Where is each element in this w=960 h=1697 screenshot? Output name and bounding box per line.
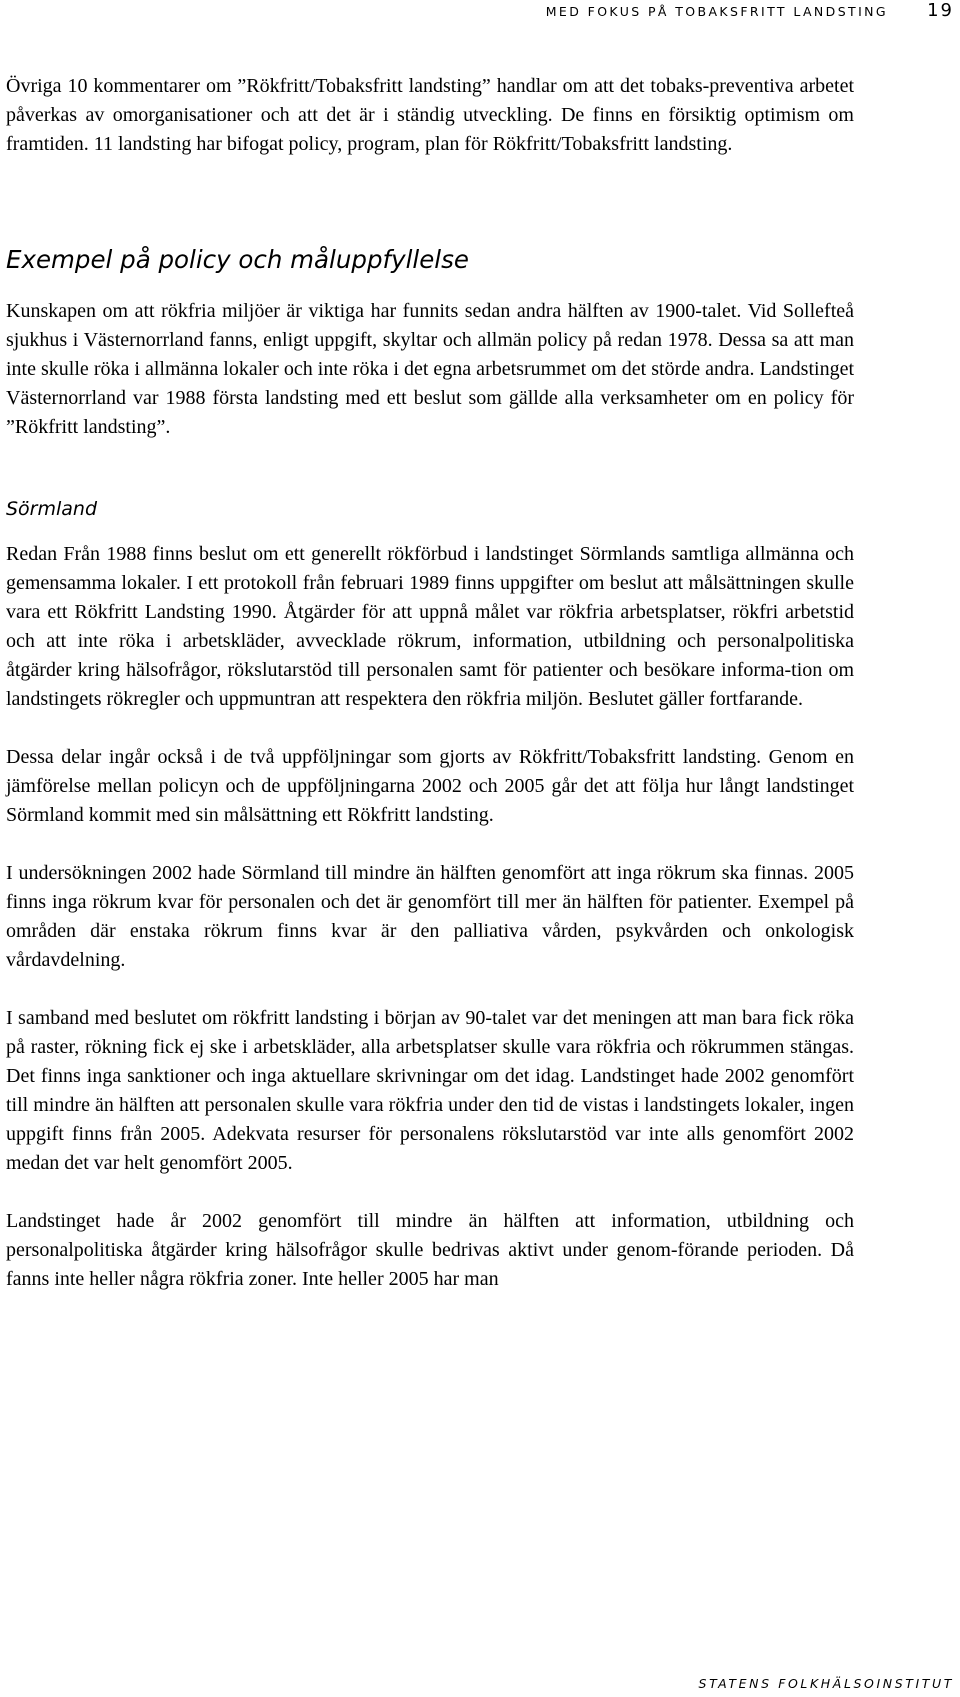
running-header-title: MED FOKUS PÅ TOBAKSFRITT LANDSTING [545,4,888,19]
body-paragraph: I samband med beslutet om rökfritt landsting i början av 90-talet var det meningen att man bara fick röka på raster, rökning fick ej ske i arbetskläder, alla arbetsplatser skulle vara rökfria och rökrummen stängas. Det finns inga sanktioner och inga aktuellare skrivningar om det idag. Landstinget hade 2002 genomfört till mindre än hälften att personalen skulle vara rökfria under den tid de vistas i landstingets lokaler, ingen uppgift finns från 2005. Adekvata resurser för personalens rökslutarstöd var inte alls genomfört 2002 medan det var helt genomfört 2005. [6,1007,854,1174]
section-paragraph: Kunskapen om att rökfria miljöer är viktiga har funnits sedan andra hälften av 1900-talet. Vid Sollefteå sjukhus i Västernorrland fanns, enligt uppgift, skyltar och allmän policy på redan 1978. Dessa sa att man inte skulle röka i allmänna lokaler och inte röka i det egna arbetsrummet om det störde andra. Landstinget Västernorrland var 1988 första landsting med ett beslut som gällde alla verksamheter om en policy för ”Rökfritt landsting”. [6,300,854,438]
running-header [0,0,960,30]
page-number: 19 [927,0,954,21]
body-paragraph: Dessa delar ingår också i de två uppföljningar som gjorts av Rökfritt/Tobaksfritt landsting. Genom en jämförelse mellan policyn och de uppföljningarna 2002 och 2005 går det att följa hur långt landstinget Sörmland kommit med sin målsättning ett Rökfritt landsting. [6,746,854,826]
running-footer: STATENS FOLKHÄLSOINSTITUT [698,1676,954,1691]
subsection-heading: Sörmland [6,498,98,520]
section-heading: Exempel på policy och måluppfyllelse [6,245,469,274]
body-paragraph: I undersökningen 2002 hade Sörmland till mindre än hälften genomfört att inga rökrum ska finnas. 2005 finns inga rökrum kvar för personalen och det är genomfört till mer än hälften för patienter. Exempel på områden där enstaka rökrum finns kvar är den palliativa vården, psykvården och onkologisk vårdavdelning. [6,862,854,971]
page-body [6,72,854,1294]
intro-paragraph: Övriga 10 kommentarer om ”Rökfritt/Tobaksfritt landsting” handlar om att det tobaks-preventiva arbetet påverkas av omorganisationer och att det är i ständig utveckling. De finns en försiktig optimism om framtiden. 11 landsting har bifogat policy, program, plan för Rökfritt/Tobaksfritt landsting. [6,75,854,155]
body-paragraph: Redan Från 1988 finns beslut om ett generellt rökförbud i landstinget Sörmlands samtliga allmänna och gemensamma lokaler. I ett protokoll från februari 1989 finns uppgifter om beslut att målsättningen skulle vara ett Rökfritt Landsting 1990. Åtgärder för att uppnå målet var rökfria arbetsplatser, rökfri arbetstid och att inte röka i arbetskläder, avvecklade rökrum, information, utbildning och personalpolitiska åtgärder kring hälsofrågor, rökslutarstöd till personalen samt för patienter och besökare informa-tion om landstingets rökregler och uppmuntran att respektera den rökfria miljön. Beslutet gäller fortfarande. [6,543,854,710]
body-paragraph: Landstinget hade år 2002 genomfört till mindre än hälften att information, utbildning och personalpolitiska åtgärder kring hälsofrågor skulle bedrivas aktivt under genom-förande perioden. Då fanns inte heller några rökfria zoner. Inte heller 2005 har man [6,1210,854,1290]
